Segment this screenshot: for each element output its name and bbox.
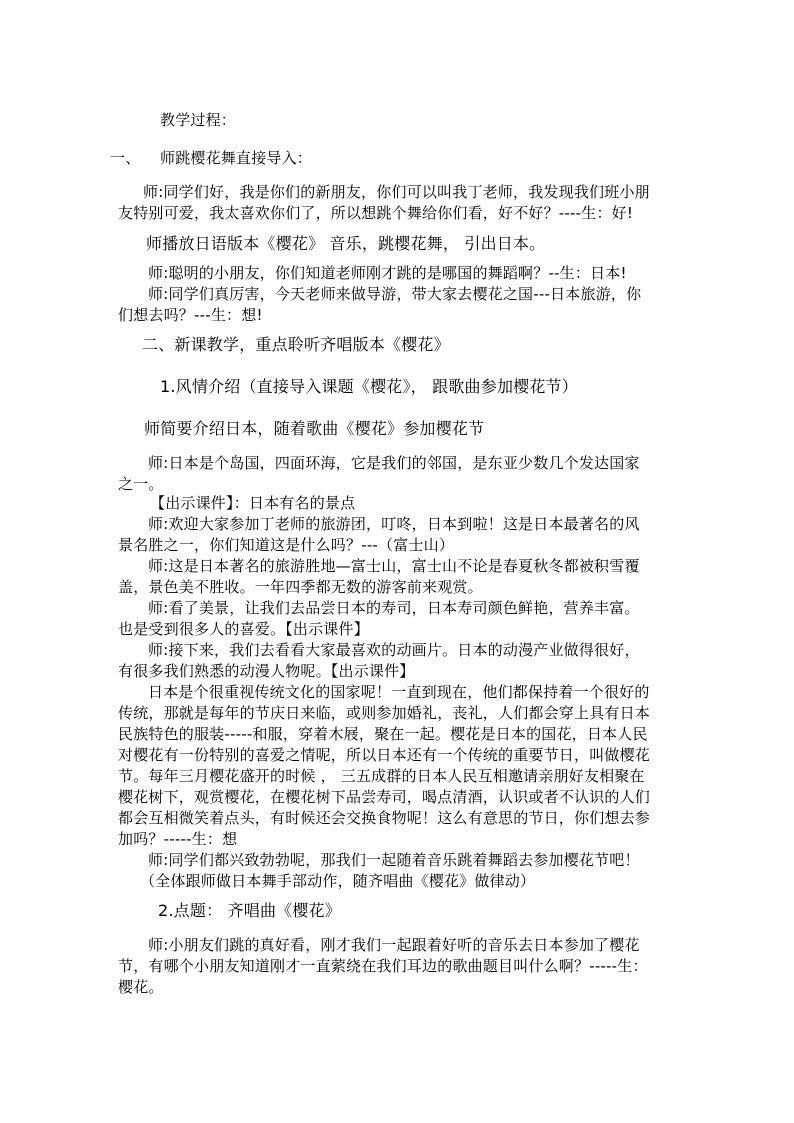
p1-line1: 师:同学们好，我是你们的新朋友，你们可以叫我丁老师，我发现我们班小朋 [143,183,650,201]
p11-line1: 师:接下来，我们去看看大家最喜欢的动画片。日本的动漫产业做得很好， [148,641,640,659]
p6-line2: 之一。 [118,475,164,493]
p13: 师:同学们都兴致勃勃呢，那我们一起随着音乐跳着舞蹈去参加樱花节吧！ [148,851,640,869]
p4-line2: 们想去吗？---生：想! [118,306,263,324]
p7: 【出示课件】：日本有名的景点 [150,494,356,512]
section1-number: 一、 [110,149,141,167]
p12-line1: 日本是个很重视传统文化的国家呢！一直到现在，他们都保持着一个很好的 [148,683,650,701]
heading: 教学过程： [160,111,237,129]
section2-title: 二、新课教学，重点聆听齐唱版本《樱花》 [142,335,450,354]
p8-line2: 景名胜之一，你们知道这是什么吗？---（富士山） [118,536,455,554]
subsection2-title: 2.点题： 齐唱曲《樱花》 [158,901,341,920]
p15-line3: 樱花。 [118,978,164,996]
p2: 师播放日语版本《樱花》 音乐，跳樱花舞， 引出日本。 [146,234,546,253]
p15-line2: 节，有哪个小朋友知道刚才一直萦绕在我们耳边的歌曲题目叫什么啊？-----生： [118,957,648,975]
p5: 师简要介绍日本，随着歌曲《樱花》参加樱花节 [144,419,485,438]
p4-line1: 师:同学们真厉害，今天老师来做导游，带大家去樱花之国---日本旅游，你 [148,285,642,303]
p12-line2: 传统，那就是每年的节庆日来临，或则参加婚礼，丧礼，人们都会穿上具有日本 [118,704,651,722]
p9-line1: 师:这是日本著名的旅游胜地—富士山，富士山不论是春夏秋冬都被积雪覆 [148,557,640,575]
p12-line6: 樱花树下，观赏樱花，在樱花树下品尝寿司，喝点清酒，认识或者不认识的人们 [118,788,651,806]
p10-line2: 也是受到很多人的喜爱。【出示课件】 [118,620,369,638]
p9-line2: 盖，景色美不胜收。一年四季都无数的游客前来观赏。 [118,578,483,596]
p10-line1: 师:看了美景，让我们去品尝日本的寿司，日本寿司颜色鲜艳，营养丰富。 [148,599,640,617]
p3: 师:聪明的小朋友，你们知道老师刚才跳的是哪国的舞蹈啊？--生：日本! [148,264,627,282]
p15-line1: 师:小朋友们跳的真好看，刚才我们一起跟着好听的音乐去日本参加了樱花 [148,936,640,954]
section1-title: 师跳樱花舞直接导入： [160,149,313,167]
p12-line7: 都会互相微笑着点头，有时候还会交换食物呢！这么有意思的节日，你们想去参 [118,809,651,827]
p1-line2: 友特别可爱，我太喜欢你们了，所以想跳个舞给你们看，好不好？----生：好! [118,204,634,222]
p12-line4: 对樱花有一份特别的喜爱之情呢，所以日本还有一个传统的重要节日，叫做樱花 [118,746,651,764]
p11-line2: 有很多我们熟悉的动漫人物呢。【出示课件】 [118,662,415,680]
p8-line1: 师:欢迎大家参加丁老师的旅游团，叮咚，日本到啦！这是日本最著名的风 [148,515,640,533]
p6-line1: 师:日本是个岛国，四面环海，它是我们的邻国，是东亚少数几个发达国家 [148,454,640,472]
p12-line3: 民族特色的服装-----和服，穿着木屐，聚在一起。樱花是日本的国花，日本人民 [118,725,648,743]
subsection1-title: 1.风情介绍（直接导入课题《樱花》， 跟歌曲参加樱花节） [160,377,578,396]
p12-line8: 加吗？-----生：想 [118,830,238,848]
p12-line5: 节。每年三月樱花盛开的时候 ， 三五成群的日本人民互相邀请亲朋好友相聚在 [118,767,645,785]
p14: （全体跟师做日本舞手部动作，随齐唱曲《樱花》做律动） [140,872,536,890]
